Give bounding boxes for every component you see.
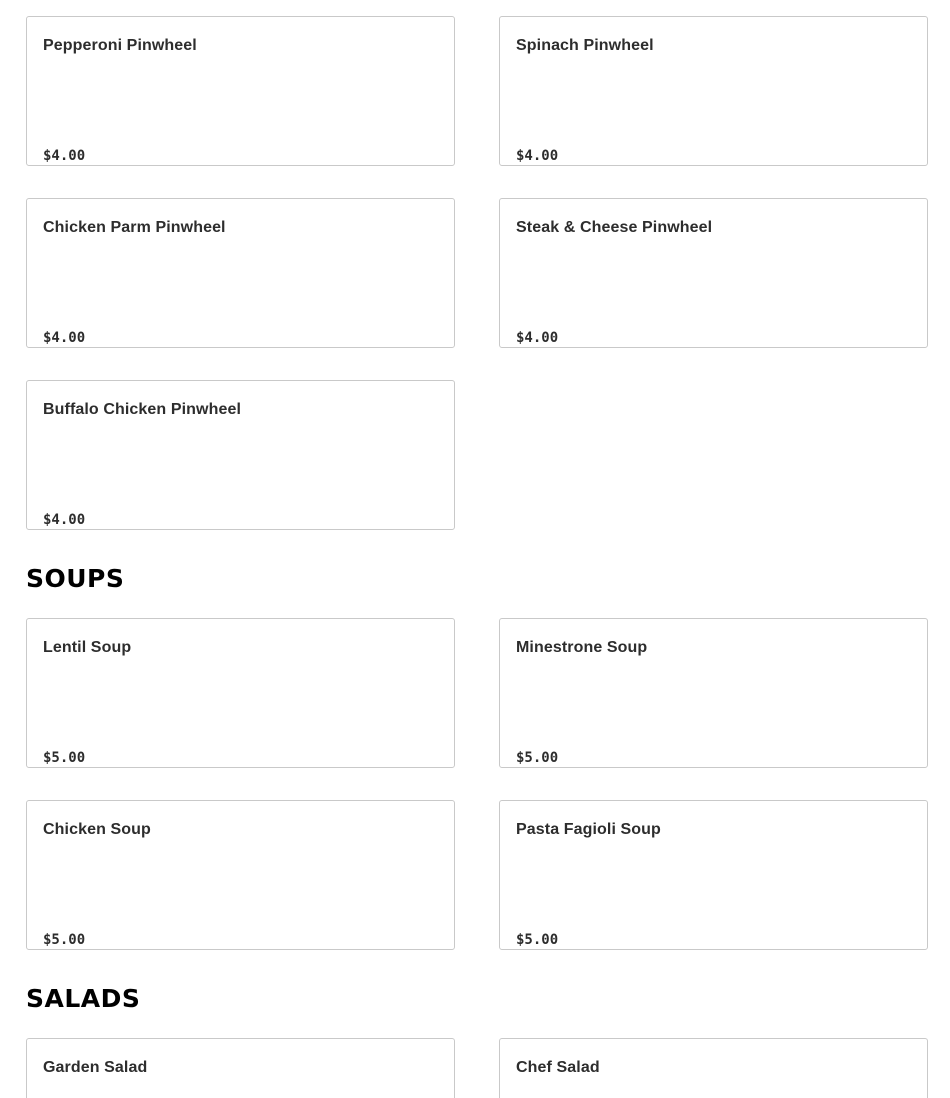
menu-item-card-garden-salad[interactable] — [26, 1038, 455, 1098]
menu-item-price: $5.00 — [43, 750, 86, 766]
menu-item-name: Garden Salad — [43, 1059, 148, 1076]
menu-item-price: $4.00 — [43, 330, 86, 346]
menu-item-name: Pasta Fagioli Soup — [516, 821, 661, 838]
menu-item-card-chef-salad[interactable] — [499, 1038, 928, 1098]
menu-item-card-steak-cheese-pinwheel[interactable] — [499, 198, 928, 348]
menu-item-card-lentil-soup[interactable] — [26, 618, 455, 768]
section-heading-soups: SOUPS — [26, 564, 125, 593]
menu-item-card-buffalo-chicken-pinwheel[interactable] — [26, 380, 455, 530]
menu-item-name: Spinach Pinwheel — [516, 37, 654, 54]
menu-item-card-spinach-pinwheel[interactable] — [499, 16, 928, 166]
menu-item-price: $4.00 — [43, 512, 86, 528]
menu-item-name: Chicken Parm Pinwheel — [43, 219, 226, 236]
menu-item-name: Chicken Soup — [43, 821, 151, 838]
menu-item-price: $4.00 — [43, 148, 86, 164]
menu-item-price: $5.00 — [516, 932, 559, 948]
menu-item-name: Minestrone Soup — [516, 639, 648, 656]
menu-item-price: $4.00 — [516, 330, 559, 346]
menu-item-price: $5.00 — [516, 750, 559, 766]
menu-item-card-chicken-soup[interactable] — [26, 800, 455, 950]
menu-item-name: Lentil Soup — [43, 639, 132, 656]
menu-item-price: $4.00 — [516, 148, 559, 164]
menu-item-card-chicken-parm-pinwheel[interactable] — [26, 198, 455, 348]
menu-item-card-pasta-fagioli-soup[interactable] — [499, 800, 928, 950]
menu-item-name: Buffalo Chicken Pinwheel — [43, 401, 241, 418]
section-heading-salads: SALADS — [26, 984, 141, 1013]
menu-item-card-pepperoni-pinwheel[interactable] — [26, 16, 455, 166]
menu-item-name: Pepperoni Pinwheel — [43, 37, 197, 54]
menu-item-card-minestrone-soup[interactable] — [499, 618, 928, 768]
menu-item-name: Chef Salad — [516, 1059, 600, 1076]
menu-item-price: $5.00 — [43, 932, 86, 948]
menu-item-name: Steak & Cheese Pinwheel — [516, 219, 713, 236]
